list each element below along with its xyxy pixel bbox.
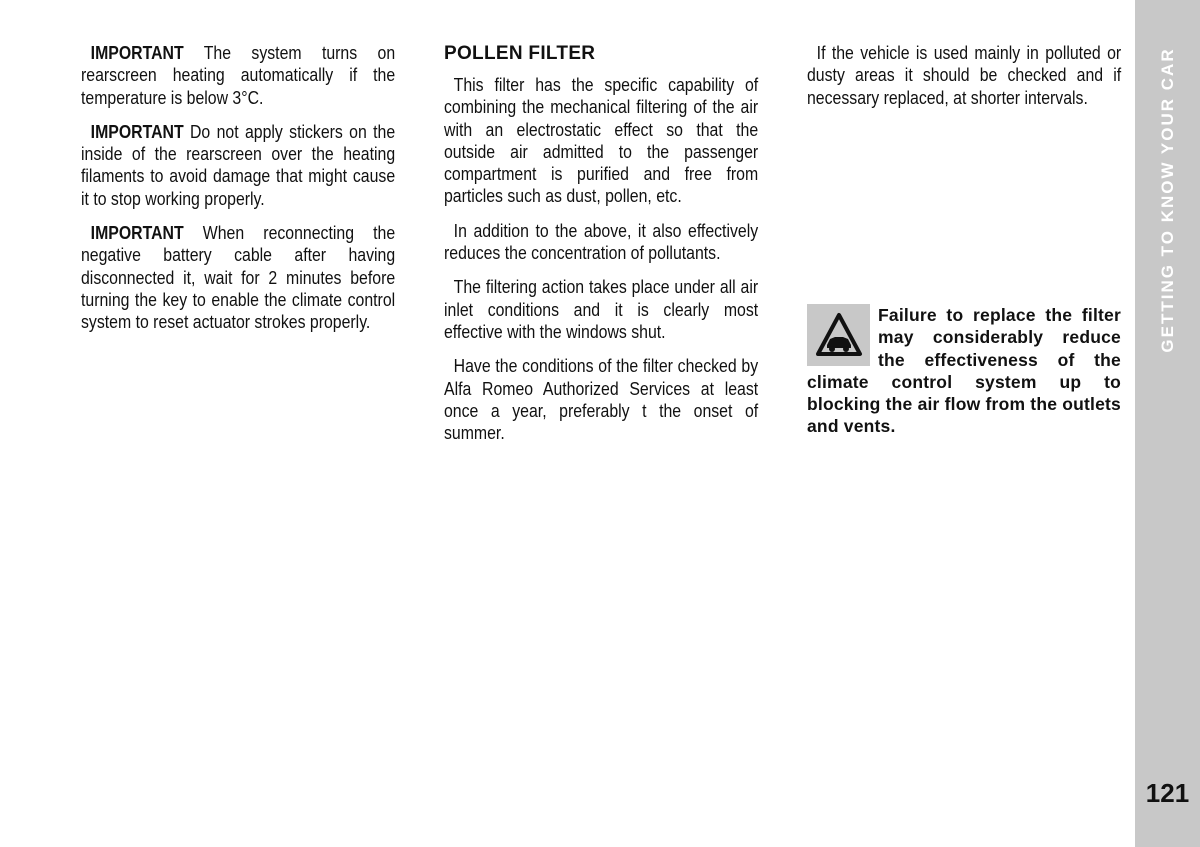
- warning-box: [807, 304, 1121, 438]
- warning-text: Failure to replace the filter may considerably reduce the effectiveness of the climate control system up to blocking the air flow from the outlets and vents.: [807, 305, 1121, 437]
- important-note-stickers: [81, 121, 395, 210]
- car-warning-triangle-icon: [807, 304, 870, 366]
- important-note-rearscreen-heating: [81, 42, 395, 109]
- important-note-battery: [81, 222, 395, 333]
- column-left: [81, 42, 395, 346]
- paragraph: Have the conditions of the filter checked by Alfa Romeo Authorized Services at least once a year, preferably t the onset of summer.: [444, 356, 759, 444]
- chapter-title: GETTING TO KNOW YOUR CAR: [1157, 47, 1177, 353]
- important-label: IMPORTANT: [90, 223, 184, 244]
- note-text: Do not apply stickers on the inside of the rearscreen over the heating filaments to avoid damage that might cause it to stop working properly.: [81, 121, 396, 209]
- paragraph: In addition to the above, it also effectively reduces the concentration of pollutants.: [444, 220, 759, 264]
- chapter-sidebar: [1135, 0, 1200, 847]
- important-label: IMPORTANT: [90, 121, 184, 142]
- section-heading-pollen-filter: POLLEN FILTER: [444, 43, 596, 64]
- paragraph: If the vehicle is used mainly in polluted or dusty areas it should be checked and if necessary replaced, at shorter intervals.: [807, 43, 1122, 108]
- important-label: IMPORTANT: [90, 43, 184, 63]
- page-number: 121: [1145, 778, 1190, 808]
- column-middle: [444, 42, 758, 456]
- paragraph: This filter has the specific capability of combining the mechanical filtering of the air with an electrostatic effect so that the outside air admitted to the passenger compartment is purified and free from particles such as dust, pollen, etc.: [444, 75, 759, 207]
- note-text: When reconnecting the negative battery cable after having disconnected it, wait for 2 minutes before turning the key to enable the climate control system to reset actuator strokes properly.: [81, 223, 396, 333]
- note-text: The system turns on rearscreen heating automatically if the temperature is below 3°C.: [81, 43, 396, 108]
- paragraph: The filtering action takes place under all air inlet conditions and it is clearly most effective with the windows shut.: [444, 277, 759, 342]
- column-right: [807, 42, 1121, 121]
